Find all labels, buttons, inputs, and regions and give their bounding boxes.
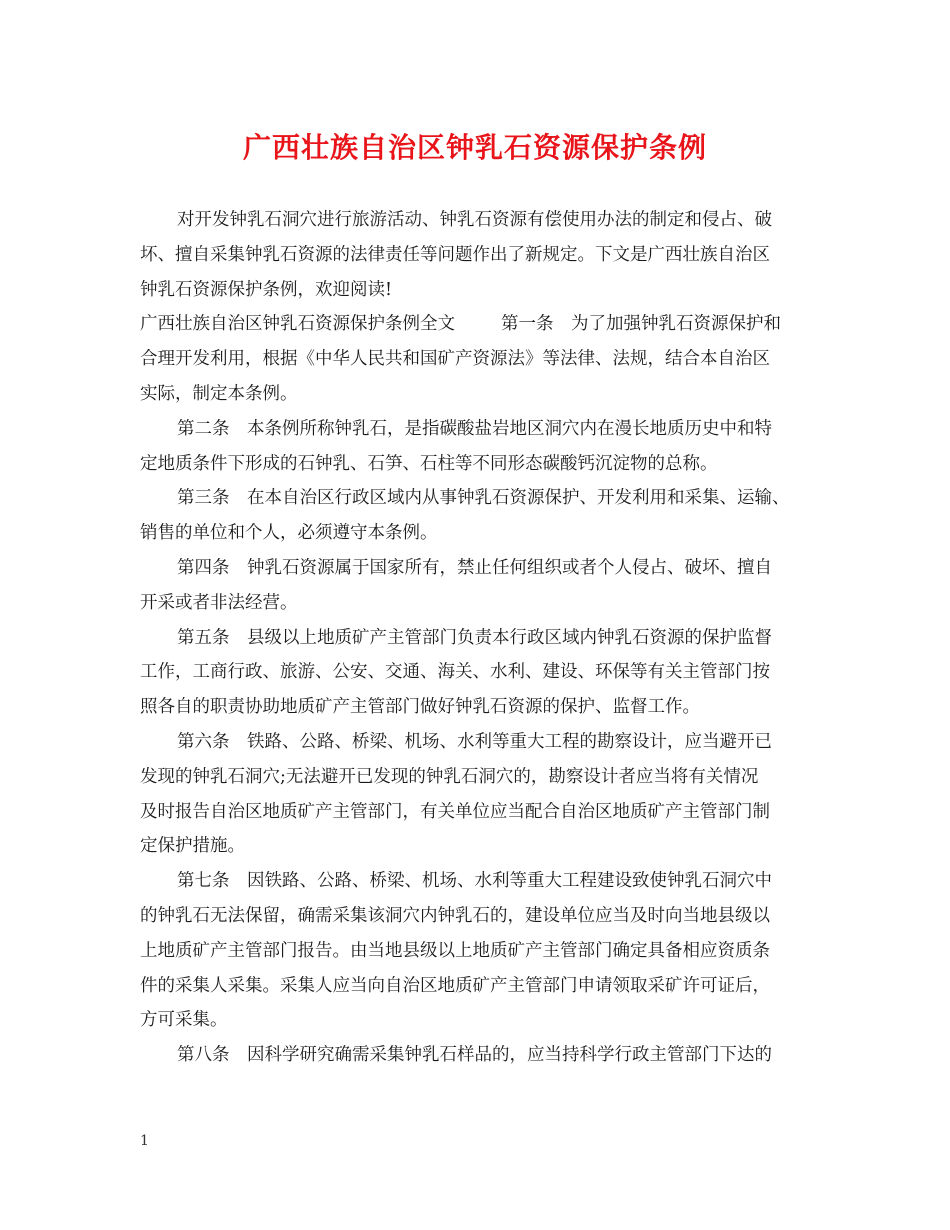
document-title: 广西壮族自治区钟乳石资源保护条例 [242,131,707,164]
text-line: 销售的单位和个人，必须遵守本条例。 [140,523,438,544]
text-line: 的钟乳石无法保留，确需采集该洞穴内钟乳石的，建设单位应当及时向当地县级以 [140,905,770,926]
text-line: 钟乳石资源保护条例，欢迎阅读! [140,279,393,300]
text-line: 工作，工商行政、旅游、公安、交通、海关、水利、建设、环保等有关主管部门按 [140,662,770,683]
text-line: 合理开发利用，根据《中华人民共和国矿产资源法》等法律、法规，结合本自治区 [140,349,770,370]
text-line: 发现的钟乳石洞穴;无法避开已发现的钟乳石洞穴的，勘察设计者应当将有关情况 [140,766,759,787]
text-line: 实际，制定本条例。 [140,383,298,404]
text-line: 上地质矿产主管部门报告。由当地县级以上地质矿产主管部门确定具备相应资质条 [140,940,770,961]
text-line: 方可采集。 [140,1010,228,1031]
text-line: 第五条 县级以上地质矿产主管部门负责本行政区域内钟乳石资源的保护监督 [177,627,772,648]
text-line: 照各自的职责协助地质矿产主管部门做好钟乳石资源的保护、监督工作。 [140,697,700,718]
page-number: 1 [140,1133,149,1149]
text-line: 件的采集人采集。采集人应当向自治区地质矿产主管部门申请领取采矿许可证后， [140,975,770,996]
inline-heading: 广西壮族自治区钟乳石资源保护条例全文 [140,314,455,335]
text-line: 第七条 因铁路、公路、桥梁、机场、水利等重大工程建设致使钟乳石洞穴中 [177,871,772,892]
text-line-mixed [140,307,830,342]
text-line: 第八条 因科学研究确需采集钟乳石样品的，应当持科学行政主管部门下达的 [177,1045,772,1066]
text-line: 第四条 钟乳石资源属于国家所有，禁止任何组织或者个人侵占、破坏、擅自 [177,557,772,578]
text-line: 第六条 铁路、公路、桥梁、机场、水利等重大工程的勘察设计，应当避开已 [177,731,772,752]
text-line: 定地质条件下形成的石钟乳、石笋、石柱等不同形态碳酸钙沉淀物的总称。 [140,453,718,474]
text-line: 第三条 在本自治区行政区域内从事钟乳石资源保护、开发利用和采集、运输、 [177,488,790,509]
text-line: 及时报告自治区地质矿产主管部门，有关单位应当配合自治区地质矿产主管部门制 [140,801,770,822]
document-body [140,203,830,1073]
text-line: 坏、擅自采集钟乳石资源的法律责任等问题作出了新规定。下文是广西壮族自治区 [140,244,770,265]
text-line: 第二条 本条例所称钟乳石，是指碳酸盐岩地区洞穴内在漫长地质历史中和特 [177,418,772,439]
article-1-start: 第一条 为了加强钟乳石资源保护和 [501,314,781,335]
text-line: 开采或者非法经营。 [140,592,298,613]
text-line: 定保护措施。 [140,836,245,857]
text-line: 对开发钟乳石洞穴进行旅游活动、钟乳石资源有偿使用办法的制定和侵占、破 [177,210,772,230]
